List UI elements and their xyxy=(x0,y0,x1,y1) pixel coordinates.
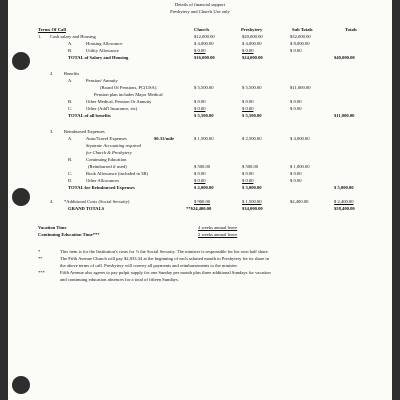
row-letter: A. xyxy=(68,41,73,46)
footnote-text: and continuing education absences for a total of fifteen Sundays. xyxy=(60,277,179,282)
footnote-mark: ** xyxy=(38,256,43,261)
church-value: $ 4,000.00 xyxy=(194,41,214,46)
row-label: Other (Add'l Insurance, etc) xyxy=(86,106,138,111)
section-number: 4. xyxy=(50,199,54,204)
presbytery-value: $ 4,000.00 xyxy=(242,41,262,46)
footnote-mark: *** xyxy=(38,270,45,275)
subtotal-value: $ 0.00 xyxy=(290,48,302,53)
row-note: Separate Accounting required xyxy=(86,143,141,148)
church-value: $ 1,500.00 xyxy=(194,136,214,141)
col-totals: Totals xyxy=(345,27,357,32)
total-label: TOTAL of Salary and Housing xyxy=(68,55,129,60)
section-number: 3. xyxy=(50,129,54,134)
grand-total: $58,400.00 xyxy=(334,206,355,211)
church-total: $ 5,500.00 xyxy=(194,113,214,118)
col-presbytery: Presbytery xyxy=(241,27,263,32)
footnote-text: The Fifth Avenue Church will pay $2,033.34 at the beginning of each salaried month to Presbytery for its share in xyxy=(60,256,270,261)
row-letter: C. xyxy=(68,106,73,111)
church-value: $12,000.00 xyxy=(194,34,215,39)
vacation-value: 4 weeks annual leave xyxy=(198,225,238,230)
presbytery-value: $ 0.00 xyxy=(242,48,254,53)
row-label: Other Allowances xyxy=(86,178,120,183)
church-value: $ 0.00 xyxy=(194,48,206,53)
row-note: for Church & Presbytery xyxy=(86,150,132,155)
presbytery-value: $ 5,500.00 xyxy=(242,85,262,90)
subtotal-value: $ 0.00 xyxy=(290,178,302,183)
presbytery-value: $ 2,500.00 xyxy=(242,136,262,141)
vacation-label: Vacation Time xyxy=(38,225,67,230)
row-label: Reimbursed Expenses xyxy=(64,129,105,134)
subtotal-value: $ 4,000.00 xyxy=(290,136,310,141)
presbytery-total: $ 5,500.00 xyxy=(242,113,262,118)
row-letter: B. xyxy=(68,157,73,162)
row-letter: C. xyxy=(68,171,73,176)
subtotal-value: $ 0.00 xyxy=(290,171,302,176)
grand-column-total: $11,000.00 xyxy=(334,113,355,118)
punch-hole xyxy=(12,52,30,70)
row-label: Continuing Education xyxy=(86,157,127,162)
section-number: 1. xyxy=(38,34,42,39)
row-label: Utility Allowance xyxy=(86,48,119,53)
subtotal-value: $ 0.00 xyxy=(290,99,302,104)
row-label: *Additional Costs (Social Security) xyxy=(64,199,130,204)
presbytery-value: $ 0.00 xyxy=(242,171,254,176)
punch-hole xyxy=(12,188,30,206)
row-letter: A. xyxy=(68,78,73,83)
row-sublabel: Pension plan includes Major Medical xyxy=(94,92,163,97)
subtotal-value: $ 0.00 xyxy=(290,106,302,111)
footnote-text: Fifth Avenue also agrees to pay pulpit supply for one Sunday per month plus three additional Sundays for vacation xyxy=(60,270,271,275)
presbytery-grand-total: $34,000.00 xyxy=(242,206,263,211)
document-page xyxy=(8,0,392,400)
row-label: Pension/ Annuity xyxy=(86,78,118,83)
presbytery-total: $ 3,000.00 xyxy=(242,185,262,190)
subtotal-value: $ 1,000.00 xyxy=(290,164,310,169)
church-value: $ 0.00 xyxy=(194,171,206,176)
totals-value: $ 2,400.00 xyxy=(334,199,354,204)
col-terms: Terms Of Call xyxy=(38,27,66,32)
footnote-mark: * xyxy=(38,249,41,254)
header-line2: Presbytery and Church Use only xyxy=(170,9,230,14)
subtotal-value: $2,400.00 xyxy=(290,199,309,204)
row-letter: B. xyxy=(68,99,73,104)
presbytery-value: $20,000.00 xyxy=(242,34,263,39)
subtotal-value: $11,000.00 xyxy=(290,85,311,90)
presbytery-total: $24,000.00 xyxy=(242,55,263,60)
church-value: $ 900.00 xyxy=(194,199,211,204)
continuing-education-label: Continuing Education Time*** xyxy=(38,232,100,237)
row-label: Cash salary and Housing xyxy=(50,34,96,39)
church-total: $ 2,000.00 xyxy=(194,185,214,190)
continuing-education-value: 2 weeks annual leave xyxy=(198,232,238,237)
row-sublabel: (Reimbursed if used) xyxy=(88,164,127,169)
mileage-rate: $0.31/mile xyxy=(154,136,175,141)
footnote-text: the above terms of call. Presbytery will convey all payments and reimbursements to the minister. xyxy=(60,263,238,268)
church-value: $ 0.00 xyxy=(194,106,206,111)
row-label: Benefits xyxy=(64,71,80,76)
total-label: TOTAL for Reimbursed Expenses xyxy=(68,185,135,190)
presbytery-value: $ 1,500.00 xyxy=(242,199,262,204)
church-value: $ 5,500.00 xyxy=(194,85,214,90)
section-number: 2. xyxy=(50,71,54,76)
grand-totals-label: GRAND TOTALS xyxy=(68,206,105,211)
row-sublabel: (Board Of Pensions, PC(USA) xyxy=(100,85,157,90)
presbytery-value: $ 500.00 xyxy=(242,164,259,169)
col-subtotals: Sub Totals xyxy=(292,27,313,32)
col-church: Church xyxy=(194,27,209,32)
footnote-text: This item is for the Institution's costs for ½ the Social Security. The minister is responsible for his own half share. xyxy=(60,249,269,254)
punch-hole xyxy=(12,376,30,394)
row-label: Housing Allowance xyxy=(86,41,123,46)
grand-column-total: $ 5,000.00 xyxy=(334,185,354,190)
grand-column-total: $40,000.00 xyxy=(334,55,355,60)
subtotal-value: $32,000.00 xyxy=(290,34,311,39)
presbytery-value: $ 0.00 xyxy=(242,99,254,104)
row-letter: A. xyxy=(68,136,73,141)
church-total: $16,000.00 xyxy=(194,55,215,60)
presbytery-value: $ 0.00 xyxy=(242,178,254,183)
subtotal-value: $ 8,000.00 xyxy=(290,41,310,46)
church-value: $ 0.00 xyxy=(194,178,206,183)
church-value: $ 0.00 xyxy=(194,99,206,104)
presbytery-value: $ 0.00 xyxy=(242,106,254,111)
row-label: Auto/Travel Expenses xyxy=(86,136,127,141)
row-label: Book Allowance (included in 3B) xyxy=(86,171,149,176)
total-label: TOTAL of all benefits xyxy=(68,113,111,118)
church-grand-total: **$24,400.00 xyxy=(186,206,212,211)
row-letter: D. xyxy=(68,178,73,183)
row-label: Other Medical, Pension Or Annuity xyxy=(86,99,152,104)
church-value: $ 500.00 xyxy=(194,164,211,169)
row-letter: B. xyxy=(68,48,73,53)
header-line1: Details of financial support xyxy=(174,2,226,7)
